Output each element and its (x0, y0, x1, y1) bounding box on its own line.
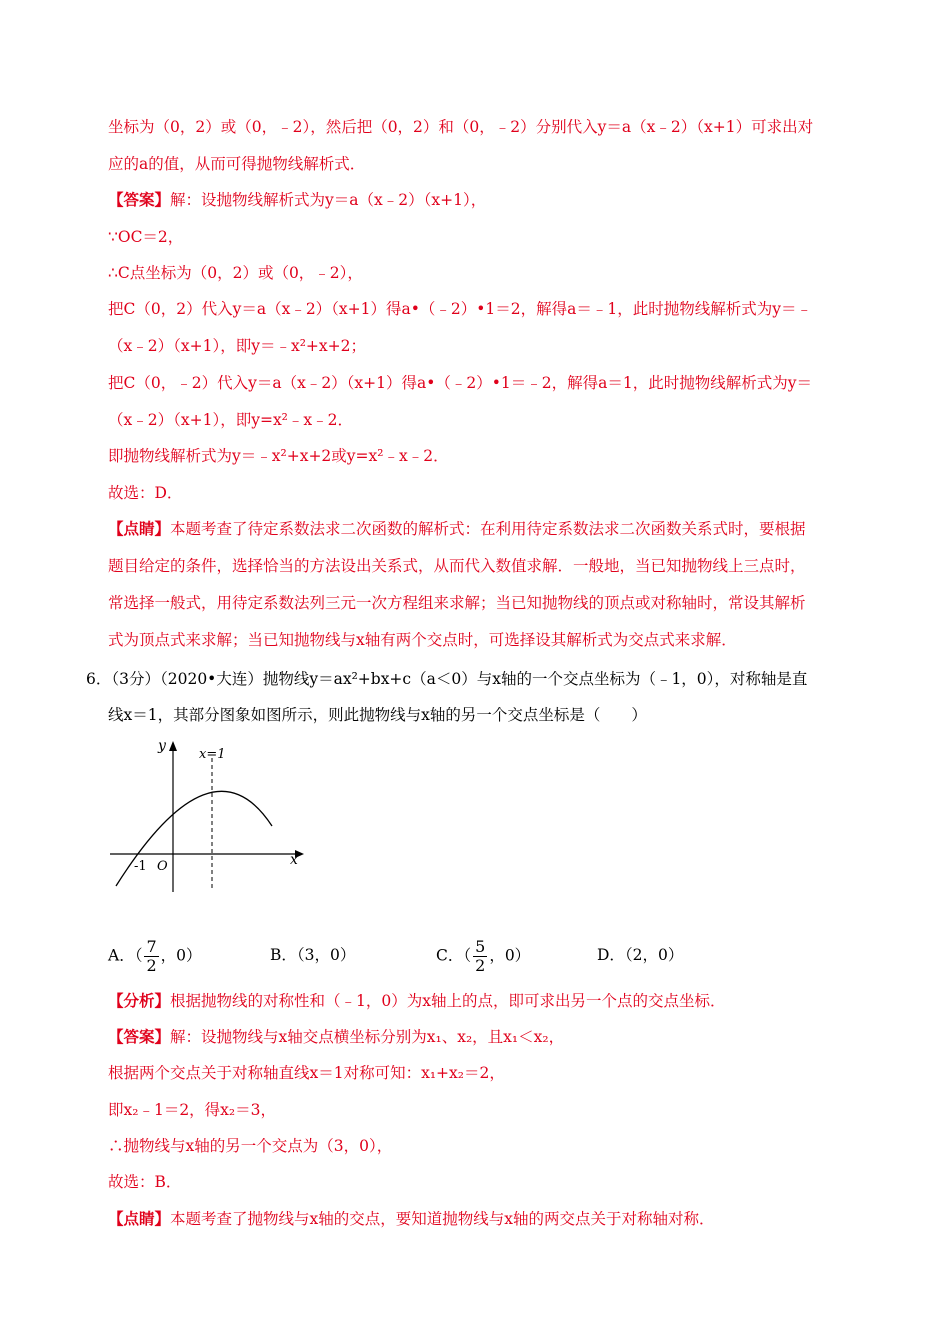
answer-tag: 【答案】 (108, 190, 171, 209)
comment-tag: 【点睛】 (108, 519, 171, 538)
question-text-1: （3分）（2020•大连）抛物线y＝ax²+bx+c（a＜0）与x轴的一个交点坐标为（﹣1，0），对称轴是直 (111, 670, 808, 688)
x-axis-label: x (290, 852, 298, 868)
solution-answer-text: 解：设抛物线与x轴交点横坐标分别为x₁、x₂，且x₁＜x₂， (170, 1028, 565, 1046)
substitution-1-line-b: （x﹣2）（x+1），即y＝﹣x²+x+2； (108, 337, 366, 355)
prev-choice-line: 故选：D． (108, 484, 183, 502)
solution-answer-tag: 【答案】 (108, 1027, 171, 1046)
prev-comment-line-3: 常选择一般式，用待定系数法列三元一次方程组来求解；当已知抛物线的顶点或对称轴时，常设其解析 (108, 594, 806, 612)
solution-answer-line (108, 1027, 564, 1047)
option-a-label: A．（ (108, 946, 143, 965)
y-axis-label: y (158, 738, 166, 754)
substitution-2-line-b: （x﹣2）（x+1），即y=x²﹣x﹣2． (108, 411, 353, 429)
parabola-figure (108, 736, 308, 896)
prev-analysis-line-2: 应的a的值，从而可得抛物线解析式． (108, 155, 366, 173)
option-c-tail: ，0） (489, 946, 531, 965)
prev-answer-line (108, 190, 486, 210)
option-a[interactable] (108, 938, 202, 975)
analysis-text: 根据抛物线的对称性和（﹣1，0）为x轴上的点，即可求出另一个点的交点坐标． (170, 992, 726, 1010)
question-line-2: 线x＝1，其部分图象如图所示，则此抛物线与x轴的另一个交点坐标是（ ） (108, 706, 647, 724)
substitution-1-line-a: 把C（0，2）代入y＝a（x﹣2）（x+1）得a•（﹣2）•1＝2，解得a＝﹣1，此时抛物线解析式为y＝﹣ (108, 300, 812, 318)
solution-choice: 故选：B． (108, 1173, 182, 1191)
question-number: 6． (86, 670, 112, 688)
question-line-1 (86, 669, 807, 689)
because-line: ∵OC＝2， (108, 228, 184, 246)
answer-text: 解：设抛物线解析式为y＝a（x﹣2）（x+1）， (170, 191, 487, 209)
substitution-2-line-a: 把C（0，﹣2）代入y＝a（x﹣2）（x+1）得a•（﹣2）•1＝﹣2，解得a＝1，此时抛物线解析式为y＝ (108, 374, 812, 392)
origin-label: O (157, 859, 168, 874)
solution-comment-tag: 【点睛】 (108, 1209, 171, 1228)
analysis-tag: 【分析】 (108, 991, 171, 1010)
minus-one-label: -1 (134, 859, 147, 874)
solution-comment-text: 本题考查了抛物线与x轴的交点，要知道抛物线与x轴的两交点关于对称轴对称． (170, 1210, 715, 1228)
option-c[interactable] (436, 938, 530, 975)
option-a-tail: ，0） (160, 946, 202, 965)
option-a-fraction (144, 938, 158, 975)
symmetry-axis-label: x=1 (199, 747, 226, 762)
therefore-line: ∴C点坐标为（0，2）或（0，﹣2）， (108, 264, 363, 282)
option-a-numerator: 7 (146, 937, 157, 956)
option-c-label: C．（ (436, 946, 472, 965)
option-c-denominator: 2 (475, 956, 486, 975)
option-c-numerator: 5 (475, 937, 486, 956)
prev-comment-line-1 (108, 519, 806, 539)
solution-step-1: 根据两个交点关于对称轴直线x＝1对称可知：x₁+x₂＝2， (108, 1064, 505, 1082)
prev-analysis-line-1: 坐标为（0，2）或（0，﹣2），然后把（0，2）和（0，﹣2）分别代入y＝a（x﹣2）（x+1）可求出对 (108, 118, 814, 136)
option-d[interactable]: D．（2，0） (597, 946, 684, 964)
option-c-fraction (473, 938, 487, 975)
y-axis-arrow-icon (169, 741, 177, 751)
solution-comment-line (108, 1209, 715, 1229)
analysis-line (108, 991, 725, 1011)
prev-comment-line-2: 题目给定的条件，选择恰当的方法设出关系式，从而代入数值求解．一般地，当已知抛物线上三点时， (108, 557, 806, 575)
prev-comment-line-4: 式为顶点式来求解；当已知抛物线与x轴有两个交点时，可选择设其解析式为交点式来求解． (108, 631, 737, 649)
solution-step-2: 即x₂﹣1＝2，得x₂＝3， (108, 1101, 276, 1119)
option-b[interactable]: B．（3，0） (270, 946, 356, 964)
summary-line: 即抛物线解析式为y＝﹣x²+x+2或y=x²﹣x﹣2． (108, 447, 449, 465)
comment-text-1: 本题考查了待定系数法求二次函数的解析式：在利用待定系数法求二次函数关系式时，要根据 (170, 520, 806, 538)
option-a-denominator: 2 (146, 956, 157, 975)
solution-step-3: ∴抛物线与x轴的另一个交点为（3，0）， (108, 1137, 393, 1155)
